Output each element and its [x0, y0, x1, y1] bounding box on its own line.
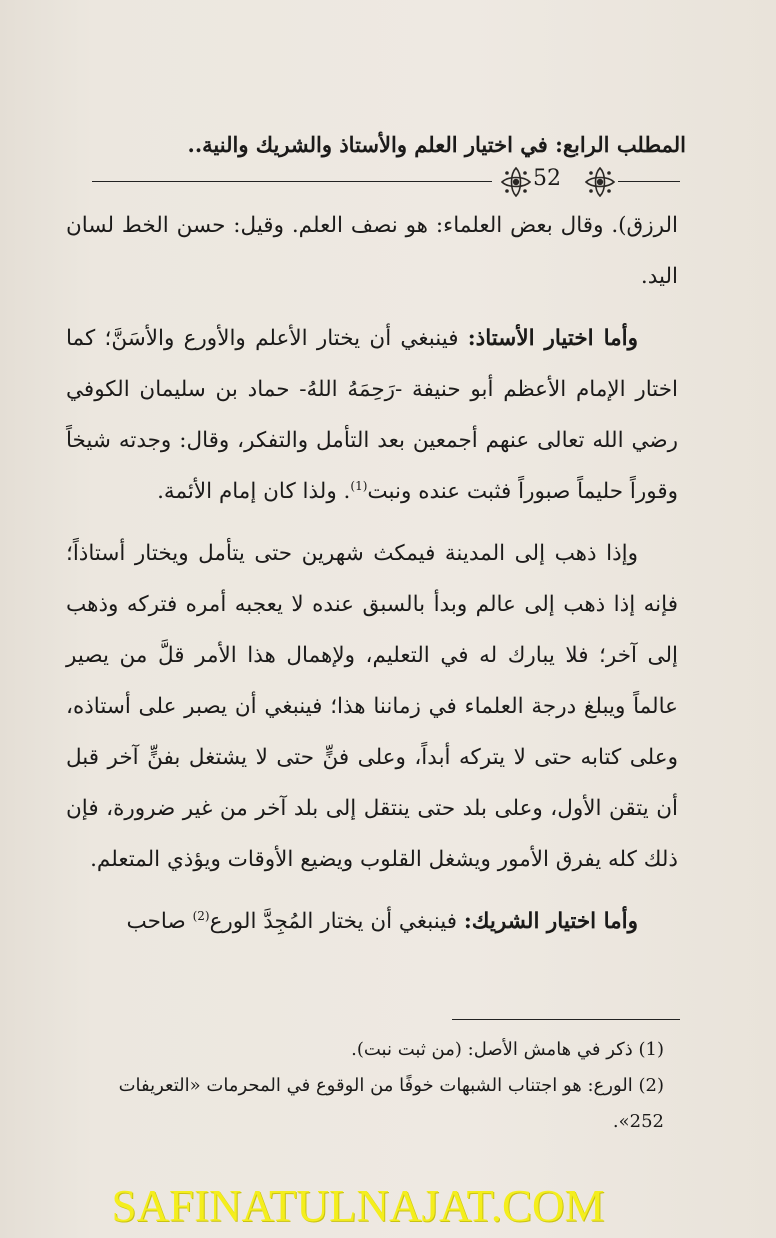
section-lead-partner: وأما اختيار الشريك: — [463, 909, 638, 934]
footnotes — [84, 1032, 664, 1140]
main-text — [66, 200, 678, 947]
header-rule-right — [618, 181, 680, 182]
footnote-number: (2) — [638, 1075, 664, 1096]
footnote-text: ذكر في هامش الأصل: (من ثبت نبت). — [351, 1039, 633, 1060]
running-title: المطلب الرابع: في اختيار العلم والأستاذ والشريك والنية.. — [187, 132, 686, 157]
paragraph-rizq: الرزق). وقال بعض العلماء: هو نصف العلم. وقيل: حسن الخط لسان اليد. — [66, 213, 678, 289]
paragraph-text: صاحب — [126, 909, 193, 934]
section-lead-teacher: وأما اختيار الأستاذ: — [467, 326, 638, 351]
paragraph-text: فينبغي أن يختار المُجِدَّ الورع — [209, 909, 464, 934]
header-rule-left — [92, 181, 492, 182]
floral-ornament-icon — [583, 165, 617, 199]
paragraph-going-to-city: وإذا ذهب إلى المدينة فيمكث شهرين حتى يتأمل ويختار أستاذاً؛ فإنه إذا ذهب إلى عالم وبدأ بالسبق عنده لا يعجبه أمره فتركه وذهب إلى آخر؛ فلا يبارك له في التعليم، ولإهمال هذا الأمر قلَّ من يصير عالماً ويبلغ درجة العلماء في زماننا هذا؛ فينبغي أن يصبر على أستاذه، وعلى كتابه حتى لا يتركه أبداً، وعلى فنٍّ حتى لا يشتغل بفنٍّ آخر قبل أن يتقن الأول، وعلى بلد حتى ينتقل إلى بلد آخر من غير ضرورة، فإن ذلك كله يفرق الأمور ويشغل القلوب ويضيع الأوقات ويؤذي المتعلم. — [66, 541, 678, 872]
page-number: 52 — [533, 166, 561, 191]
footnote-separator — [452, 1019, 680, 1020]
watermark: SAFINATULNAJAT.COM — [111, 1181, 605, 1231]
footnote-ref-2[interactable]: (2) — [192, 908, 210, 923]
footnote-1 — [84, 1032, 664, 1068]
paragraph-text: فينبغي أن يختار الأعلم والأورع والأسَنَّ؛ كما اختار الإمام الأعظم أبو حنيفة -رَحِمَهُ اللهُ- حماد بن سليمان الكوفي رضي الله تعالى عنهم أجمعين بعد التأمل والتفكر، وقال: وجدته شيخاً وقوراً حليماً صبوراً فثبت عنده ونبت — [66, 326, 679, 504]
footnote-ref-1[interactable]: (1) — [350, 478, 368, 493]
footnote-number: (1) — [638, 1039, 664, 1060]
paragraph-choosing-teacher — [66, 313, 678, 517]
footnote-text: الورع: هو اجتناب الشبهات خوفًا من الوقوع في المحرمات «التعريفات 252». — [118, 1075, 664, 1132]
footnote-2 — [84, 1068, 664, 1140]
paragraph-choosing-partner — [66, 896, 678, 947]
paragraph-text: . ولذا كان إمام الأئمة. — [157, 479, 351, 504]
